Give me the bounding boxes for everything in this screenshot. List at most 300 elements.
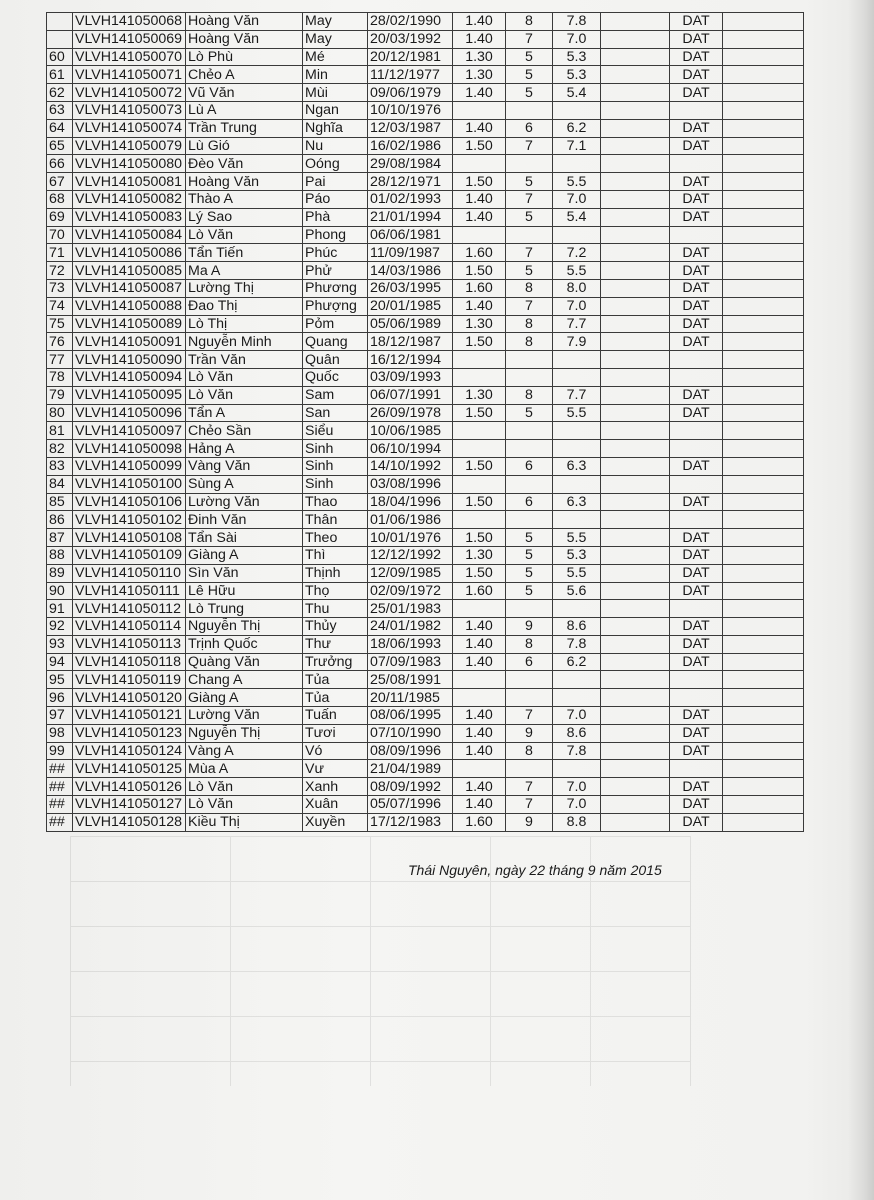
row-number-cell: 62 [47, 84, 73, 102]
table-row [47, 529, 804, 547]
blank-cell [723, 368, 804, 386]
score-1-cell: 1.40 [453, 84, 506, 102]
average-score-cell: 7.2 [553, 244, 601, 262]
student-code-cell: VLVH141050081 [73, 173, 186, 191]
first-name-cell: Nu [303, 137, 368, 155]
result-cell: DAT [670, 137, 723, 155]
table-row [47, 422, 804, 440]
last-name-cell: Sìn Văn [186, 564, 303, 582]
birth-date-cell: 14/03/1986 [368, 262, 453, 280]
result-cell: DAT [670, 635, 723, 653]
score-2-cell: 7 [506, 244, 553, 262]
note-cell [601, 315, 670, 333]
note-cell [601, 707, 670, 725]
score-1-cell [453, 351, 506, 369]
birth-date-cell: 18/12/1987 [368, 333, 453, 351]
note-cell [601, 796, 670, 814]
row-number-cell: 71 [47, 244, 73, 262]
last-name-cell: Nguyễn Thị [186, 618, 303, 636]
average-score-cell [553, 155, 601, 173]
table-row [47, 546, 804, 564]
score-2-cell: 7 [506, 30, 553, 48]
blank-cell [723, 475, 804, 493]
result-cell [670, 689, 723, 707]
note-cell [601, 262, 670, 280]
note-cell [601, 778, 670, 796]
last-name-cell: Lường Thị [186, 279, 303, 297]
result-cell [670, 511, 723, 529]
note-cell [601, 653, 670, 671]
birth-date-cell: 10/10/1976 [368, 101, 453, 119]
first-name-cell: Mùi [303, 84, 368, 102]
note-cell [601, 297, 670, 315]
score-1-cell: 1.50 [453, 333, 506, 351]
student-code-cell: VLVH141050096 [73, 404, 186, 422]
place-date-line: Thái Nguyên, ngày 22 tháng 9 năm 2015 [408, 862, 662, 878]
first-name-cell: Sinh [303, 457, 368, 475]
score-2-cell [506, 101, 553, 119]
average-score-cell [553, 511, 601, 529]
table-row [47, 48, 804, 66]
first-name-cell: Xuân [303, 796, 368, 814]
note-cell [601, 511, 670, 529]
average-score-cell [553, 689, 601, 707]
last-name-cell: Nguyễn Thị [186, 724, 303, 742]
first-name-cell: Pai [303, 173, 368, 191]
score-1-cell: 1.30 [453, 66, 506, 84]
first-name-cell: Theo [303, 529, 368, 547]
first-name-cell: Thọ [303, 582, 368, 600]
average-score-cell: 7.0 [553, 796, 601, 814]
table-row [47, 226, 804, 244]
average-score-cell: 5.5 [553, 262, 601, 280]
student-code-cell: VLVH141050097 [73, 422, 186, 440]
student-code-cell: VLVH141050099 [73, 457, 186, 475]
row-number-cell: ## [47, 778, 73, 796]
average-score-cell [553, 422, 601, 440]
score-2-cell: 5 [506, 404, 553, 422]
student-code-cell: VLVH141050118 [73, 653, 186, 671]
student-code-cell: VLVH141050069 [73, 30, 186, 48]
student-code-cell: VLVH141050120 [73, 689, 186, 707]
score-2-cell: 7 [506, 707, 553, 725]
score-2-cell: 8 [506, 279, 553, 297]
note-cell [601, 475, 670, 493]
blank-cell [723, 30, 804, 48]
score-2-cell: 5 [506, 66, 553, 84]
result-cell: DAT [670, 30, 723, 48]
row-number-cell: 70 [47, 226, 73, 244]
table-row [47, 689, 804, 707]
blank-cell [723, 778, 804, 796]
birth-date-cell: 16/12/1994 [368, 351, 453, 369]
score-2-cell: 7 [506, 190, 553, 208]
result-cell [670, 226, 723, 244]
score-1-cell [453, 368, 506, 386]
note-cell [601, 813, 670, 831]
score-2-cell: 5 [506, 173, 553, 191]
average-score-cell: 8.6 [553, 724, 601, 742]
average-score-cell: 6.3 [553, 493, 601, 511]
blank-cell [723, 190, 804, 208]
note-cell [601, 760, 670, 778]
result-cell [670, 760, 723, 778]
last-name-cell: Đèo Văn [186, 155, 303, 173]
blank-cell [723, 315, 804, 333]
last-name-cell: Tẩn A [186, 404, 303, 422]
average-score-cell: 6.2 [553, 653, 601, 671]
table-row [47, 724, 804, 742]
birth-date-cell: 14/10/1992 [368, 457, 453, 475]
result-cell: DAT [670, 653, 723, 671]
blank-cell [723, 564, 804, 582]
table-row [47, 493, 804, 511]
score-1-cell [453, 600, 506, 618]
row-number-cell: 72 [47, 262, 73, 280]
blank-cell [723, 760, 804, 778]
average-score-cell: 8.8 [553, 813, 601, 831]
first-name-cell: Thân [303, 511, 368, 529]
table-row [47, 13, 804, 31]
last-name-cell: Chang A [186, 671, 303, 689]
note-cell [601, 564, 670, 582]
score-1-cell: 1.50 [453, 457, 506, 475]
note-cell [601, 48, 670, 66]
row-number-cell: 90 [47, 582, 73, 600]
birth-date-cell: 18/04/1996 [368, 493, 453, 511]
student-code-cell: VLVH141050068 [73, 13, 186, 31]
average-score-cell: 6.3 [553, 457, 601, 475]
student-code-cell: VLVH141050127 [73, 796, 186, 814]
score-1-cell: 1.50 [453, 404, 506, 422]
student-code-cell: VLVH141050106 [73, 493, 186, 511]
row-number-cell: 82 [47, 440, 73, 458]
student-code-cell: VLVH141050090 [73, 351, 186, 369]
table-row [47, 404, 804, 422]
blank-cell [723, 440, 804, 458]
result-cell: DAT [670, 582, 723, 600]
row-number-cell: 86 [47, 511, 73, 529]
last-name-cell: Chẻo Sần [186, 422, 303, 440]
blank-cell [723, 493, 804, 511]
average-score-cell: 7.8 [553, 635, 601, 653]
score-1-cell [453, 422, 506, 440]
first-name-cell: Phương [303, 279, 368, 297]
note-cell [601, 724, 670, 742]
score-2-cell: 7 [506, 778, 553, 796]
last-name-cell: Lò Trung [186, 600, 303, 618]
first-name-cell: Phượng [303, 297, 368, 315]
average-score-cell [553, 600, 601, 618]
average-score-cell: 7.0 [553, 190, 601, 208]
table-row [47, 440, 804, 458]
note-cell [601, 368, 670, 386]
result-cell: DAT [670, 315, 723, 333]
score-2-cell [506, 475, 553, 493]
average-score-cell: 7.7 [553, 386, 601, 404]
note-cell [601, 333, 670, 351]
score-1-cell: 1.50 [453, 529, 506, 547]
score-2-cell [506, 422, 553, 440]
blank-cell [723, 244, 804, 262]
birth-date-cell: 05/06/1989 [368, 315, 453, 333]
result-cell: DAT [670, 84, 723, 102]
average-score-cell [553, 101, 601, 119]
student-code-cell: VLVH141050074 [73, 119, 186, 137]
blank-cell [723, 529, 804, 547]
result-cell: DAT [670, 262, 723, 280]
blank-cell [723, 671, 804, 689]
first-name-cell: Phử [303, 262, 368, 280]
row-number-cell: 88 [47, 546, 73, 564]
first-name-cell: Phong [303, 226, 368, 244]
score-1-cell: 1.40 [453, 618, 506, 636]
row-number-cell: 66 [47, 155, 73, 173]
note-cell [601, 101, 670, 119]
row-number-cell: 75 [47, 315, 73, 333]
row-number-cell: 61 [47, 66, 73, 84]
note-cell [601, 493, 670, 511]
score-2-cell: 6 [506, 653, 553, 671]
last-name-cell: Lê Hữu [186, 582, 303, 600]
score-1-cell: 1.40 [453, 653, 506, 671]
result-cell: DAT [670, 279, 723, 297]
first-name-cell: Nghĩa [303, 119, 368, 137]
row-number-cell: 99 [47, 742, 73, 760]
average-score-cell: 7.0 [553, 707, 601, 725]
average-score-cell: 7.9 [553, 333, 601, 351]
last-name-cell: Vũ Văn [186, 84, 303, 102]
birth-date-cell: 01/06/1986 [368, 511, 453, 529]
blank-cell [723, 297, 804, 315]
result-cell [670, 101, 723, 119]
average-score-cell [553, 351, 601, 369]
note-cell [601, 66, 670, 84]
blank-cell [723, 724, 804, 742]
score-2-cell: 5 [506, 262, 553, 280]
birth-date-cell: 16/02/1986 [368, 137, 453, 155]
score-1-cell [453, 155, 506, 173]
note-cell [601, 546, 670, 564]
birth-date-cell: 21/04/1989 [368, 760, 453, 778]
first-name-cell: Tủa [303, 671, 368, 689]
first-name-cell: Thu [303, 600, 368, 618]
score-1-cell: 1.30 [453, 315, 506, 333]
row-number-cell: 76 [47, 333, 73, 351]
average-score-cell: 6.2 [553, 119, 601, 137]
note-cell [601, 600, 670, 618]
result-cell: DAT [670, 796, 723, 814]
last-name-cell: Sùng A [186, 475, 303, 493]
note-cell [601, 386, 670, 404]
birth-date-cell: 05/07/1996 [368, 796, 453, 814]
result-cell [670, 440, 723, 458]
score-1-cell: 1.40 [453, 796, 506, 814]
birth-date-cell: 01/02/1993 [368, 190, 453, 208]
score-2-cell: 6 [506, 493, 553, 511]
blank-cell [723, 351, 804, 369]
score-2-cell: 7 [506, 297, 553, 315]
result-cell: DAT [670, 618, 723, 636]
score-2-cell: 8 [506, 333, 553, 351]
average-score-cell: 5.5 [553, 173, 601, 191]
first-name-cell: Thịnh [303, 564, 368, 582]
table-row [47, 244, 804, 262]
note-cell [601, 618, 670, 636]
result-cell: DAT [670, 529, 723, 547]
last-name-cell: Lò Văn [186, 778, 303, 796]
average-score-cell: 7.8 [553, 13, 601, 31]
first-name-cell: May [303, 13, 368, 31]
row-number-cell: 63 [47, 101, 73, 119]
score-2-cell [506, 689, 553, 707]
last-name-cell: Lường Văn [186, 707, 303, 725]
last-name-cell: Trịnh Quốc [186, 635, 303, 653]
score-1-cell [453, 511, 506, 529]
table-row [47, 511, 804, 529]
result-cell: DAT [670, 457, 723, 475]
student-code-cell: VLVH141050121 [73, 707, 186, 725]
birth-date-cell: 03/09/1993 [368, 368, 453, 386]
score-1-cell: 1.40 [453, 119, 506, 137]
birth-date-cell: 20/01/1985 [368, 297, 453, 315]
first-name-cell: Phà [303, 208, 368, 226]
row-number-cell: 80 [47, 404, 73, 422]
birth-date-cell: 09/06/1979 [368, 84, 453, 102]
score-1-cell: 1.30 [453, 386, 506, 404]
score-1-cell: 1.60 [453, 582, 506, 600]
table-row [47, 386, 804, 404]
birth-date-cell: 25/01/1983 [368, 600, 453, 618]
average-score-cell [553, 671, 601, 689]
score-1-cell: 1.30 [453, 48, 506, 66]
row-number-cell: 78 [47, 368, 73, 386]
birth-date-cell: 29/08/1984 [368, 155, 453, 173]
score-1-cell: 1.40 [453, 724, 506, 742]
note-cell [601, 440, 670, 458]
last-name-cell: Lò Thị [186, 315, 303, 333]
row-number-cell [47, 30, 73, 48]
result-cell: DAT [670, 173, 723, 191]
first-name-cell: Vó [303, 742, 368, 760]
note-cell [601, 208, 670, 226]
last-name-cell: Tẩn Tiến [186, 244, 303, 262]
average-score-cell: 5.6 [553, 582, 601, 600]
note-cell [601, 529, 670, 547]
average-score-cell: 5.5 [553, 404, 601, 422]
result-cell [670, 475, 723, 493]
blank-cell [723, 689, 804, 707]
score-2-cell: 5 [506, 582, 553, 600]
score-1-cell: 1.40 [453, 190, 506, 208]
result-cell: DAT [670, 493, 723, 511]
score-2-cell [506, 226, 553, 244]
row-number-cell: 97 [47, 707, 73, 725]
table-row [47, 618, 804, 636]
score-1-cell: 1.40 [453, 13, 506, 31]
note-cell [601, 30, 670, 48]
result-cell: DAT [670, 742, 723, 760]
result-cell [670, 600, 723, 618]
average-score-cell: 7.0 [553, 778, 601, 796]
score-1-cell: 1.50 [453, 493, 506, 511]
score-2-cell: 8 [506, 742, 553, 760]
average-score-cell [553, 226, 601, 244]
last-name-cell: Lù A [186, 101, 303, 119]
average-score-cell: 5.5 [553, 529, 601, 547]
first-name-cell: Páo [303, 190, 368, 208]
last-name-cell: Vàng A [186, 742, 303, 760]
result-cell: DAT [670, 724, 723, 742]
table-row [47, 101, 804, 119]
last-name-cell: Quàng Văn [186, 653, 303, 671]
average-score-cell: 5.3 [553, 66, 601, 84]
result-cell: DAT [670, 119, 723, 137]
average-score-cell [553, 475, 601, 493]
average-score-cell [553, 368, 601, 386]
birth-date-cell: 18/06/1993 [368, 635, 453, 653]
first-name-cell: Thì [303, 546, 368, 564]
blank-cell [723, 66, 804, 84]
first-name-cell: Thủy [303, 618, 368, 636]
table-row [47, 760, 804, 778]
blank-cell [723, 404, 804, 422]
score-1-cell: 1.40 [453, 30, 506, 48]
last-name-cell: Hoàng Văn [186, 30, 303, 48]
result-cell: DAT [670, 546, 723, 564]
score-2-cell [506, 511, 553, 529]
row-number-cell: 77 [47, 351, 73, 369]
student-code-cell: VLVH141050110 [73, 564, 186, 582]
blank-cell [723, 511, 804, 529]
page-edge-shadow [848, 0, 874, 1200]
table-row [47, 707, 804, 725]
average-score-cell: 8.6 [553, 618, 601, 636]
student-code-cell: VLVH141050079 [73, 137, 186, 155]
score-1-cell [453, 760, 506, 778]
note-cell [601, 404, 670, 422]
score-1-cell: 1.60 [453, 813, 506, 831]
row-number-cell: 73 [47, 279, 73, 297]
table-row [47, 208, 804, 226]
first-name-cell: Tuấn [303, 707, 368, 725]
first-name-cell: Siểu [303, 422, 368, 440]
first-name-cell: Xanh [303, 778, 368, 796]
note-cell [601, 635, 670, 653]
result-cell: DAT [670, 13, 723, 31]
student-code-cell: VLVH141050100 [73, 475, 186, 493]
last-name-cell: Lò Văn [186, 796, 303, 814]
table-row [47, 173, 804, 191]
last-name-cell: Lý Sao [186, 208, 303, 226]
blank-cell [723, 618, 804, 636]
score-2-cell: 8 [506, 13, 553, 31]
score-2-cell: 9 [506, 618, 553, 636]
score-1-cell [453, 671, 506, 689]
last-name-cell: Lường Văn [186, 493, 303, 511]
result-cell [670, 422, 723, 440]
student-code-cell: VLVH141050126 [73, 778, 186, 796]
note-cell [601, 173, 670, 191]
birth-date-cell: 02/09/1972 [368, 582, 453, 600]
score-2-cell: 9 [506, 813, 553, 831]
row-number-cell: 81 [47, 422, 73, 440]
student-code-cell: VLVH141050113 [73, 635, 186, 653]
average-score-cell [553, 440, 601, 458]
table-row [47, 582, 804, 600]
score-1-cell: 1.50 [453, 564, 506, 582]
student-code-cell: VLVH141050094 [73, 368, 186, 386]
